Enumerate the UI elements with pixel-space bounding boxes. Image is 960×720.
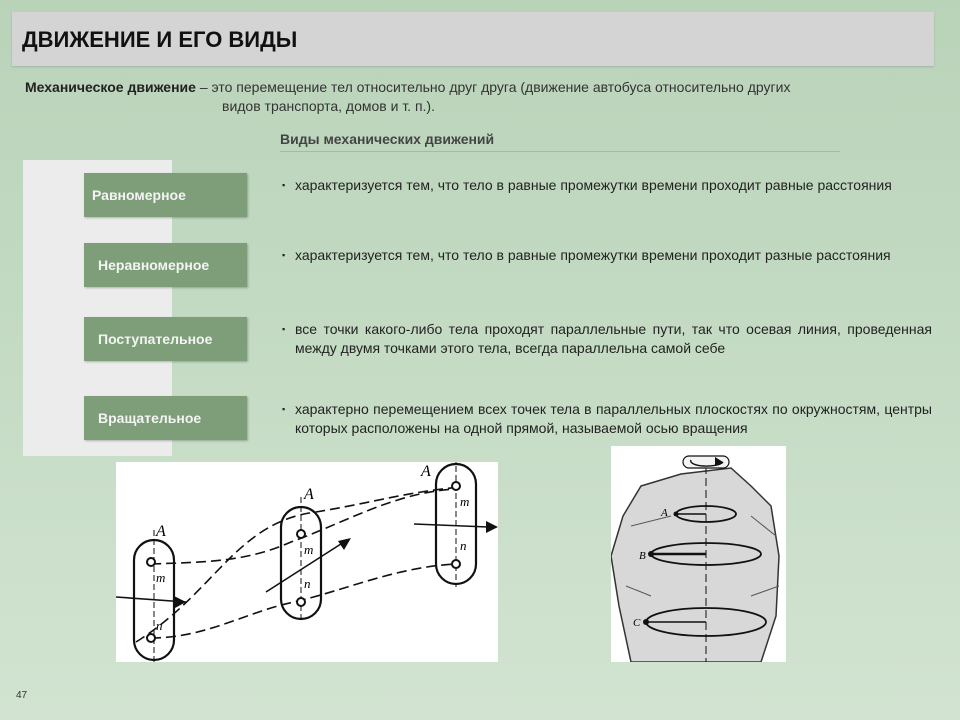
type-box-uniform: Равномерное	[84, 173, 247, 217]
label-n-2: n	[304, 576, 311, 591]
label-axis-2: A	[304, 486, 314, 503]
description-translational	[282, 320, 932, 358]
intro-paragraph	[25, 78, 943, 116]
title-bar	[12, 12, 934, 66]
label-n-1: n	[156, 618, 163, 633]
description-text: все точки какого-либо тела проходят параллельные пути, так что осевая линия, проведенная между двумя точками этого тела, всегда параллельна самой себе	[295, 321, 932, 356]
label-b: B	[639, 550, 646, 562]
bullet-icon: ▪	[282, 180, 286, 190]
bullet-icon: ▪	[282, 404, 286, 414]
description-rotational	[282, 400, 932, 438]
label-axis-1: A	[156, 523, 166, 540]
label-m-1: m	[156, 570, 166, 585]
rotation-diagram	[611, 446, 786, 662]
type-box-translational: Поступательное	[84, 317, 247, 361]
description-uniform	[282, 176, 932, 195]
page-title: ДВИЖЕНИЕ И ЕГО ВИДЫ	[22, 27, 298, 52]
bullet-icon: ▪	[282, 324, 286, 334]
rotation-figure	[611, 446, 786, 662]
intro-term: Механическое движение	[25, 79, 196, 95]
label-n-3: n	[460, 538, 467, 553]
translation-figure	[116, 462, 498, 662]
page-number: 47	[16, 690, 28, 701]
intro-line-1: – это перемещение тел относительно друг друга (движение автобуса относительно других	[195, 79, 791, 95]
section-heading: Виды механических движений	[280, 131, 840, 152]
description-text: характеризуется тем, что тело в равные промежутки времени проходит равные расстояния	[295, 177, 892, 193]
type-box-rotational: Вращательное	[84, 396, 247, 440]
label-m-2: m	[304, 542, 314, 557]
bullet-icon: ▪	[282, 250, 286, 260]
description-nonuniform	[282, 246, 932, 265]
translation-diagram	[116, 462, 498, 662]
label-c: C	[633, 617, 641, 629]
type-box-nonuniform: Неравномерное	[84, 243, 247, 287]
intro-line-2: видов транспорта, домов и т. п.).	[222, 98, 435, 114]
label-m-3: m	[460, 494, 470, 509]
description-text: характеризуется тем, что тело в равные промежутки времени проходит разные расстояния	[295, 247, 891, 263]
description-text: характерно перемещением всех точек тела в параллельных плоскостях по окружностям, центры которых расположены на одной прямой, называемой осью вращения	[295, 401, 932, 436]
label-axis-3: A	[421, 463, 431, 480]
label-a: A	[661, 507, 668, 519]
